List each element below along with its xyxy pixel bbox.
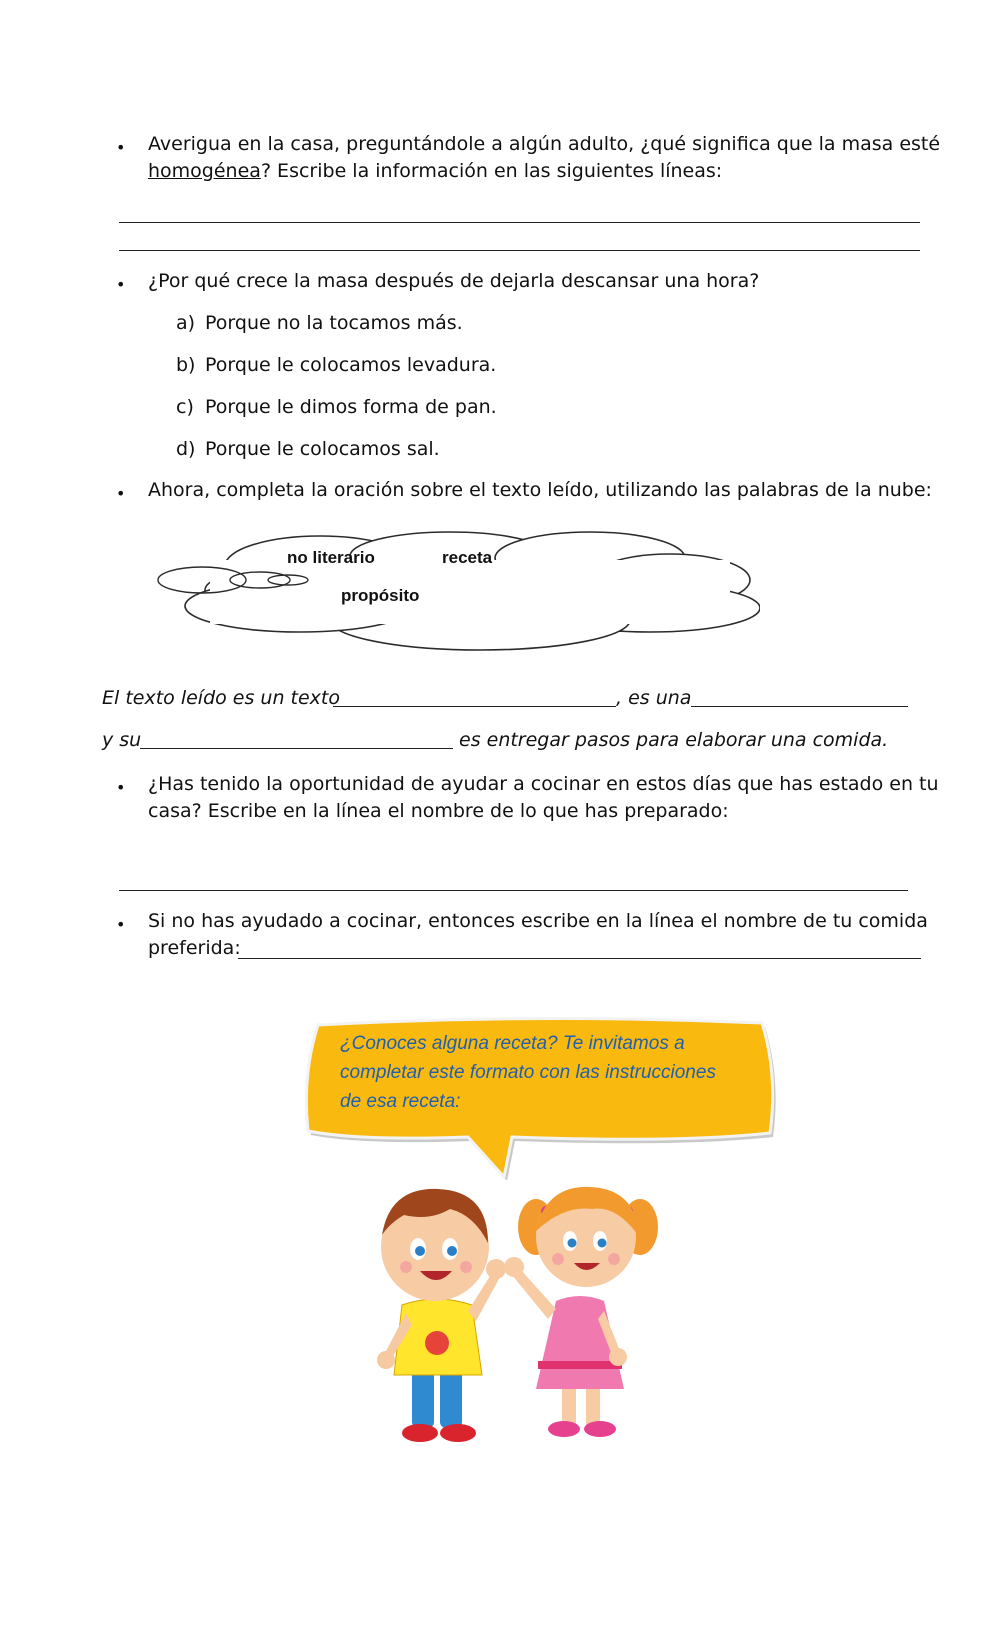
- question-5-line-1: Si no has ayudado a cocinar, entonces escribe en la línea el nombre de tu comida: [148, 910, 928, 932]
- option-d[interactable]: [176, 436, 440, 463]
- bubble-line-1: ¿Conoces alguna receta? Te invitamos a: [340, 1033, 685, 1054]
- answer-line-2[interactable]: [119, 250, 920, 251]
- bullet: •: [116, 915, 126, 934]
- bullet: •: [116, 778, 126, 797]
- answer-line-1[interactable]: [119, 222, 920, 223]
- bubble-line-2: completar este formato con las instrucciones: [340, 1062, 716, 1083]
- kids-illustration: [350, 1165, 680, 1450]
- bubble-line-3: de esa receta:: [340, 1091, 461, 1112]
- blank-purpose[interactable]: [140, 748, 453, 749]
- cloud-word-no-literario[interactable]: no literario: [287, 548, 375, 567]
- sentence-part-2: , es una: [616, 687, 692, 709]
- cloud-word-receta[interactable]: receta: [442, 548, 493, 567]
- question-1-line-2-rest: ? Escribe la información en las siguientes líneas:: [260, 160, 723, 182]
- question-2: ¿Por qué crece la masa después de dejarla descansar una hora?: [148, 270, 760, 292]
- question-5-line-2: preferida:: [148, 937, 241, 959]
- option-letter: a): [176, 312, 196, 334]
- question-1-line-1: Averigua en la casa, preguntándole a algún adulto, ¿qué significa que la masa esté: [148, 133, 941, 155]
- cloud-word-proposito[interactable]: propósito: [341, 586, 420, 605]
- word-cloud: [150, 528, 760, 653]
- question-1-line-2: [148, 158, 722, 185]
- option-letter: d): [176, 438, 196, 460]
- answer-line-favorite-food[interactable]: [238, 958, 921, 959]
- sentence-part-1: El texto leído es un texto: [102, 687, 341, 709]
- option-letter: b): [176, 354, 196, 376]
- girl-icon: [504, 1187, 658, 1437]
- blank-text-type[interactable]: [333, 706, 616, 707]
- question-4-line-1: ¿Has tenido la oportunidad de ayudar a cocinar en estos días que has estado en tu: [148, 773, 939, 795]
- sentence-part-3: y su: [102, 729, 142, 751]
- bullet: •: [116, 138, 126, 157]
- question-3: Ahora, completa la oración sobre el texto leído, utilizando las palabras de la nube:: [148, 479, 932, 501]
- option-text: Porque no la tocamos más.: [205, 312, 463, 334]
- option-a[interactable]: [176, 310, 463, 337]
- blank-text-kind[interactable]: [691, 706, 908, 707]
- option-letter: c): [176, 396, 194, 418]
- homogenea-term: homogénea: [148, 160, 261, 182]
- bullet: •: [116, 275, 126, 294]
- sentence-part-4: es entregar pasos para elaborar una comida.: [459, 729, 889, 751]
- bullet: •: [116, 484, 126, 503]
- boy-icon: [377, 1189, 506, 1442]
- question-4-line-2: casa? Escribe en la línea el nombre de lo que has preparado:: [148, 800, 729, 822]
- option-text: Porque le colocamos sal.: [205, 438, 440, 460]
- option-c[interactable]: [176, 394, 497, 421]
- option-b[interactable]: [176, 352, 497, 379]
- option-text: Porque le colocamos levadura.: [205, 354, 497, 376]
- option-text: Porque le dimos forma de pan.: [205, 396, 497, 418]
- answer-line-cooked[interactable]: [119, 890, 908, 891]
